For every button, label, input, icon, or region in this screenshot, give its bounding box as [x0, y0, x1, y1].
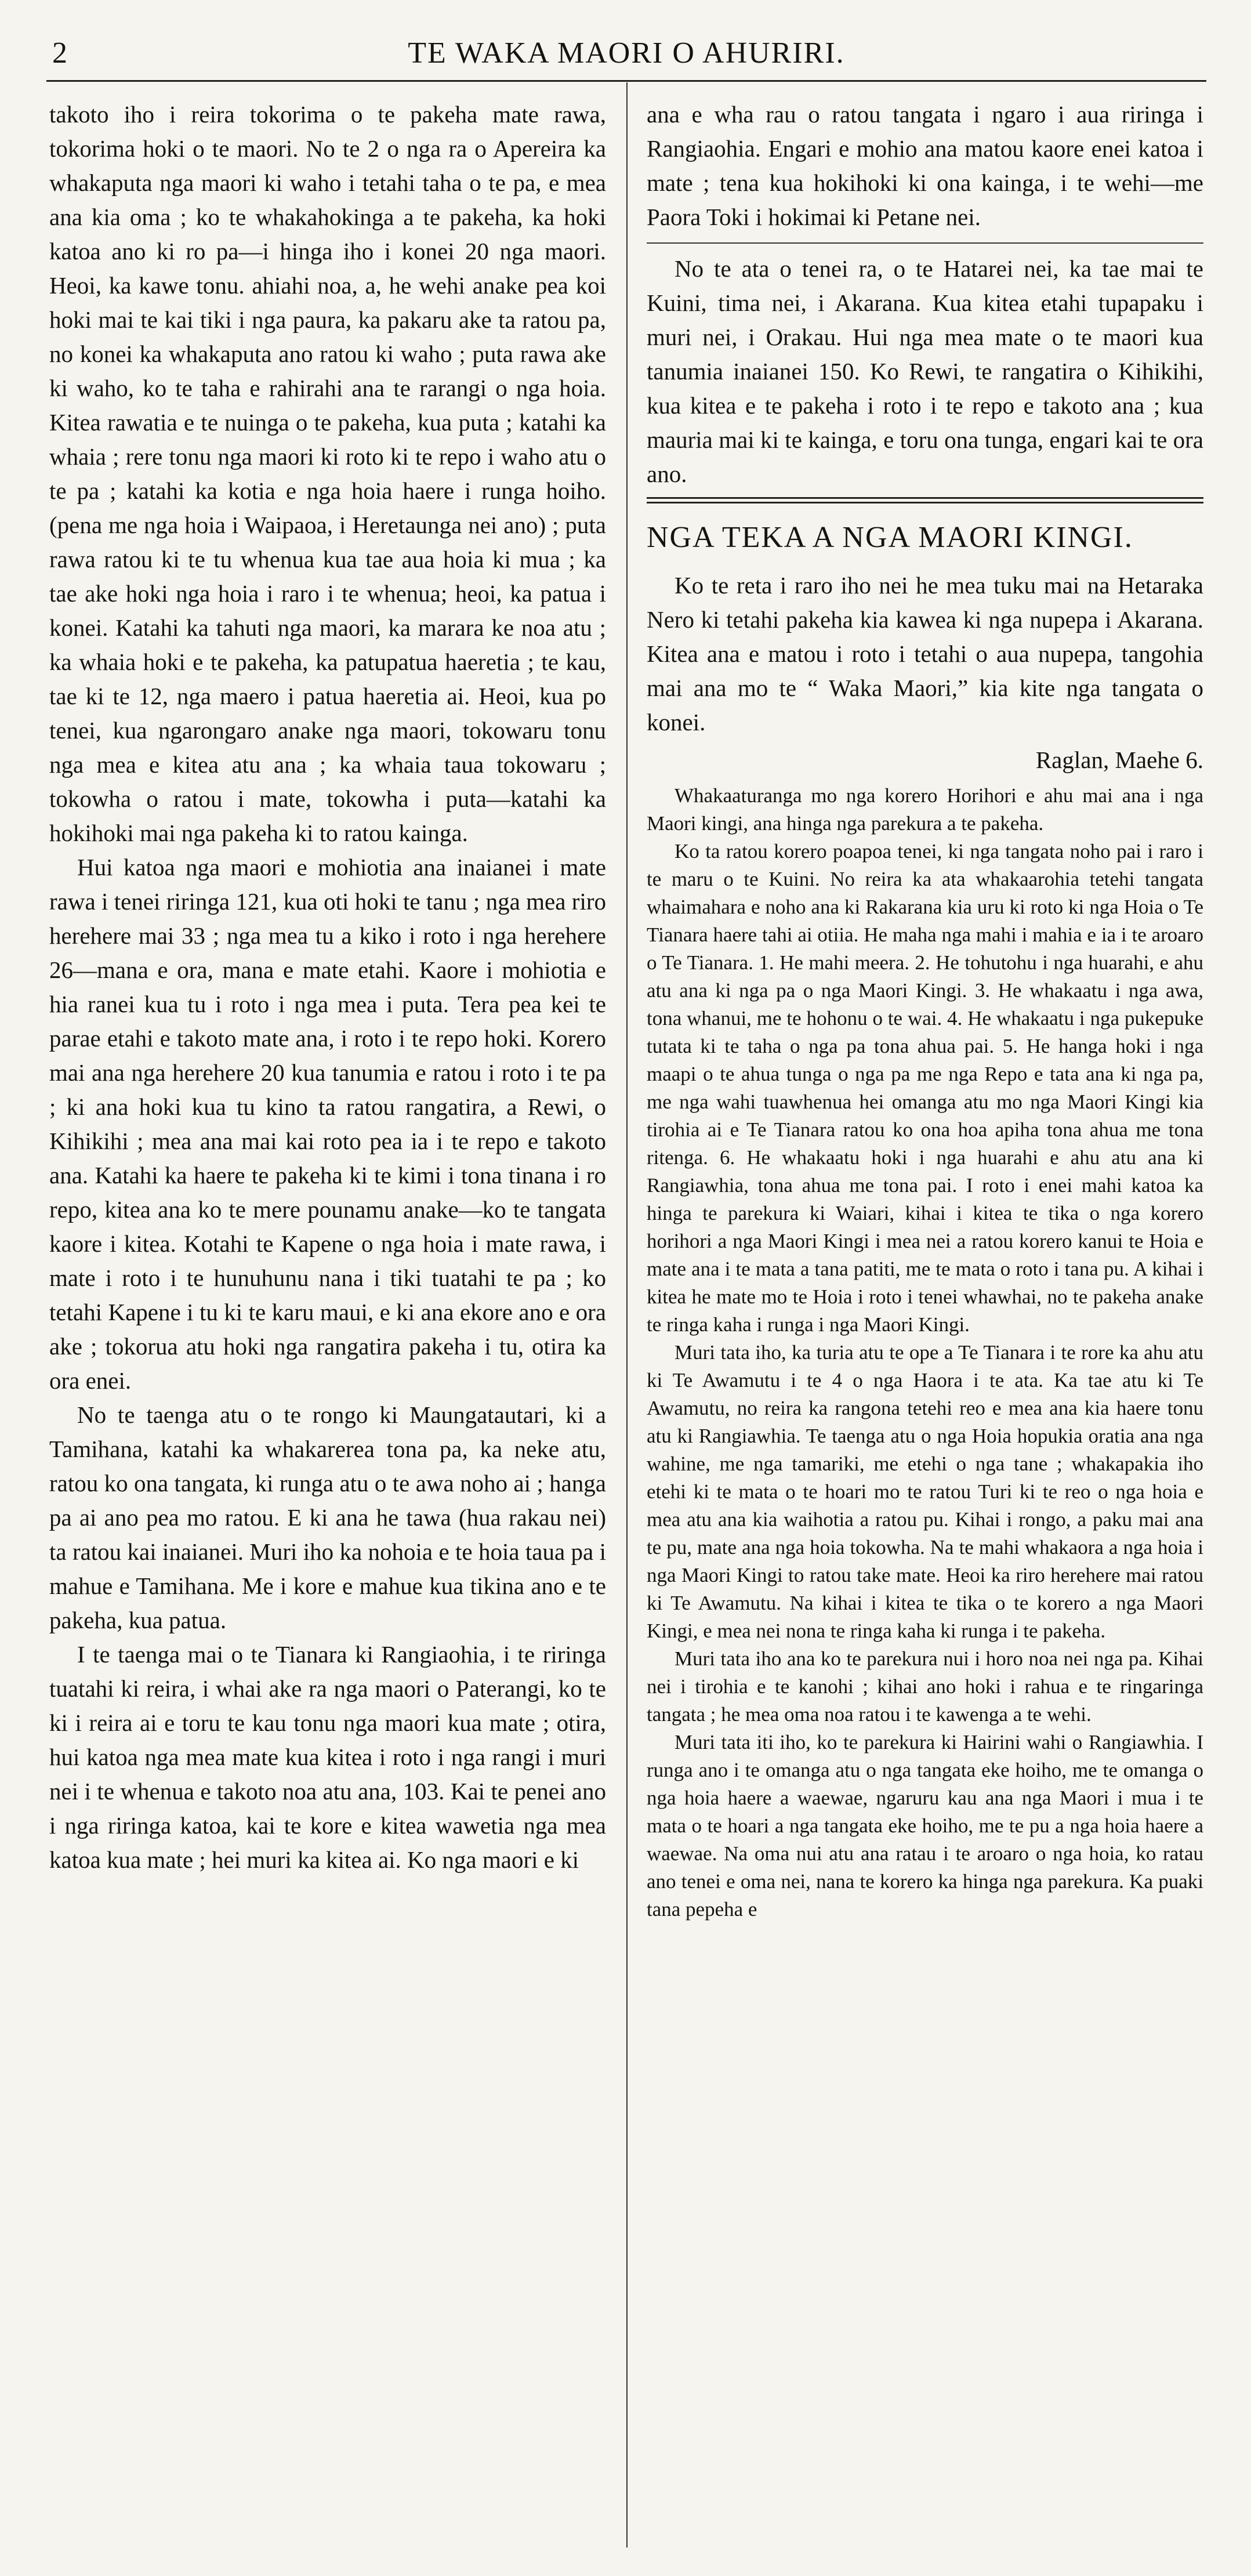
header-rule	[46, 80, 1206, 82]
section-heading: NGA TEKA A NGA MAORI KINGI.	[647, 521, 1133, 554]
double-rule	[647, 497, 1203, 503]
page-number: 2	[52, 37, 67, 70]
right-column	[647, 97, 1203, 1923]
paragraph: No te taenga atu o te rongo ki Maungatautari, ki a Tamihana, katahi ka whakarerea tona pa, ka neke atu, ratou ko ona tangata, ki runga atu o te awa noho ai ; hanga pa ai ano pea mo ratou. E ki ana he tawa (hua rakau nei) ta ratou kai inaianei. Muri iho ka nohoia e te hoia taua pa i mahue e Tamihana. Me i kore e mahue kua tikina ano e te pakeha, kua patua.	[49, 1401, 606, 1633]
column-divider	[626, 82, 628, 2548]
letter-paragraph: Whakaaturanga mo nga korero Horihori e ahu mai ana i nga Maori kingi, ana hinga nga parekura a te pakeha.	[647, 784, 1203, 835]
letter-paragraph: Ko ta ratou korero poapoa tenei, ki nga tangata noho pai i raro i te maru o te Kuini. No reira ka ata whakaarohia tetehi tangata whaimahara e noho ana ki Rakarana kia uru ki roto ki nga Hoia o Te Tianara haere tahi ai otiia. He maha nga mahi i mahia e ia i te aroaro o Te Tianara. 1. He mahi meera. 2. He tohutohu i nga huarahi, e ahu atu ana ki nga pa o nga Maori Kingi. 3. He whakaatu i nga awa, tona whanui, me te hohonu o te wai. 4. He whakaatu i nga pukepuke tutata ki te taha o nga pa tona ahua pai. 5. He hanga hoki i nga maapi o te ahua tunga o nga pa me nga Repo e tata ana ki nga pa, me nga wahi tuawhenua hei omanga atu mo nga Maori Kingi kia tirohia ai e Te Tianara ratou ko ona hoa apiha tona ahua me tona ritenga. 6. He whakaatu hoki i nga huarahi e ahu atu ana ki Rangiawhia, tona ahua me tona pai. I roto i enei mahi katoa ka hinga te parekura ki Waiari, kihai i kitea te tika o nga korero horihori a nga Maori Kingi i mea nei a ratou korero kanui te Hoia e mate ana i te mata a tana patiti, me te mata o roto i tana pu. A kihai i kitea he mate mo te Hoia i roto i tenei whawhai, no te pakeha anake te ringa kaha i runga i nga Maori Kingi.	[647, 840, 1203, 1336]
paragraph: No te ata o tenei ra, o te Hatarei nei, ka tae mai te Kuini, tima nei, i Akarana. Kua kitea etahi tupapaku i muri nei, i Orakau. Hui nga mea mate o te maori kua tanumia inaianei 150. Ko Rewi, te rangatira o Kihikihi, kua kitea e te pakeha i roto i te repo e takoto ana ; kua mauria mai ki te kainga, e toru ona tunga, engari kai te ora ano.	[647, 255, 1203, 487]
divider	[647, 242, 1203, 244]
letter-paragraph: Muri tata iti iho, ko te parekura ki Hairini wahi o Rangiawhia. I runga ano i te omanga atu o nga tangata eke hoiho, me te omanga o nga hoia haere a waewae, ngaruru kau ana nga Maori i mua i te mata o te hoari a nga tangata eke hoiho, me te pu a nga hoia haere a waewae. Na oma nui atu ana ratau i te aroaro o nga hoia, ko ratau ano tenei e oma nei, nana te korero ka hinga nga parekura. Ka puaki tana pepeha e	[647, 1731, 1203, 1921]
dateline: Raglan, Maehe 6.	[1035, 747, 1203, 773]
letter-paragraph: Muri tata iho ana ko te parekura nui i horo noa nei nga pa. Kihai nei i tirohia e te kanohi ; kihai ano hoki i rahua e te ringaringa tangata ; he mea oma noa ratou i te kawenga a te wehi.	[647, 1647, 1203, 1726]
paragraph: Hui katoa nga maori e mohiotia ana inaianei i mate rawa i tenei riringa 121, kua oti hoki te tanu ; nga mea riro herehere mai 33 ; nga mea tu a kiko i roto i nga herehere 26—mana e ora, mana e mate etahi. Kaore i mohiotia e hia ranei kua tu i roto i nga mea i puta. Tera pea kei te parae etahi e takoto mate ana, i roto i te repo hoki. Korero mai ana nga herehere 20 kua tanumia e ratou i roto i te pa ; ki ana hoki kua tu kino ta ratou rangatira, a Rewi, o Kihikihi ; mea ana mai kai roto pea ia i te repo e takoto ana. Katahi ka haere te pakeha ki te kimi i tona tinana i ro repo, kitea ana ko te mere pounamu anake—ko te tangata kaore i kitea. Kotahi te Kapene o nga hoia i mate rawa, i mate i roto i te hunuhunu nana i tiki tuatahi te pa ; ko tetahi Kapene i tu ki te karu maui, e ki ana ekore ano e ora ake ; tokorua atu hoki nga rangatira pakeha i tu, otira ka ora enei.	[49, 854, 606, 1394]
paragraph: I te taenga mai o te Tianara ki Rangiaohia, i te riringa tuatahi ki reira, i whai ake ra nga maori o Paterangi, ko te ki i reira ai e toru te kau tonu nga maori kua mate ; otira, hui katoa nga mea mate kua kitea i roto i nga rangi i muri nei i te whenua e takoto noa atu ana, 103. Kai te penei ano i nga riringa katoa, kai te kore e kitea wawetia nga mea katoa kua mate ; hei muri ka kitea ai. Ko nga maori e ki	[49, 1641, 606, 1873]
paragraph: ana e wha rau o ratou tangata i ngaro i aua riringa i Rangiaohia. Engari e mohio ana matou kaore enei katoa i mate ; tena kua hokihoki ki ona kainga, i te wehi—me Paora Toki i hokimai ki Petane nei.	[647, 101, 1203, 230]
running-title: TE WAKA MAORI O AHURIRI.	[408, 37, 845, 70]
page-header	[46, 30, 1206, 77]
letter-paragraph: Muri tata iho, ka turia atu te ope a Te Tianara i te rore ka ahu atu ki Te Awamutu i te 4 o nga Haora i te ata. Ka tae atu ki Te Awamutu, no reira ka rangona tetehi reo e mea ana kia haere tonu atu ki Rangiawhia. Te taenga atu o nga Hoia hopukia oratia ana nga wahine, me nga tamariki, me etehi o nga tane ; whakapakia iho etehi ki te mata o te hoari mo te ratou Turi ki te reo o nga hoia e mea atu ana kia waihotia a ratou pu. Kihai i rongo, a paku mai ana te pu, mate ana nga hoia tokowha. Na te mahi whakaora a nga hoia i nga Maori Kingi to ratou take mate. Heoi ka riro herehere mai ratou ki Te Awamutu. Na kihai i kitea te tika o te korero a nga Maori Kingi, e mea nei nona te ringa kaha ki runga i te pakeha.	[647, 1341, 1203, 1642]
left-column	[49, 97, 606, 1877]
intro-paragraph: Ko te reta i raro iho nei he mea tuku mai na Hetaraka Nero ki tetahi pakeha kia kawea ki nga nupepa i Akarana. Kitea ana e matou i roto i tetahi o aua nupepa, tangohia mai ana mo te “ Waka Maori,” kia kite nga tangata o konei.	[647, 572, 1203, 736]
paragraph: takoto iho i reira tokorima o te pakeha mate rawa, tokorima hoki o te maori. No te 2 o nga ra o Apereira ka whakaputa nga maori ki waho i tetahi taha o te pa, e mea ana kia oma ; ko te whakahokinga a te pakeha, ka hoki katoa ano ki ro pa—i hinga iho i konei 20 nga maori. Heoi, ka kawe tonu. ahiahi noa, a, he wehi anake pea koi hoki mai te kai tiki i nga paura, ka pakaru ake ta ratou pa, no konei ka whakaputa ano ratou ki waho ; puta rawa ake ki waho, ko te taha e rahirahi ana te rarangi o nga hoia. Kitea rawatia e te nuinga o te pakeha, kua puta ; katahi ka whaia ; rere tonu nga maori ki roto ki te repo i waho atu o te pa ; katahi ka kotia e nga hoia haere i runga hoiho. (pena me nga hoia i Waipaoa, i Heretaunga nei ano) ; puta rawa ratou ki te tu whenua kua tae aua hoia ki mua ; ka tae ake hoki nga hoia i raro i te whenua; heoi, ka patua i konei. Katahi ka tahuti nga maori, ka marara ke noa atu ; ka whaia hoki e te pakeha, ka patupatua haeretia ; te kau, tae ki te 12, nga maero i patua haeretia ai. Heoi, kua po tenei, kua ngarongaro anake nga maori, tokowaru tonu nga mea e kitea atu ana ; ka whaia taua tokowaru ; tokowha o ratou i mate, tokowha i puta—katahi ka hokihoki mai nga pakeha ki to ratou kainga.	[49, 101, 606, 846]
letter-body	[647, 782, 1203, 1923]
